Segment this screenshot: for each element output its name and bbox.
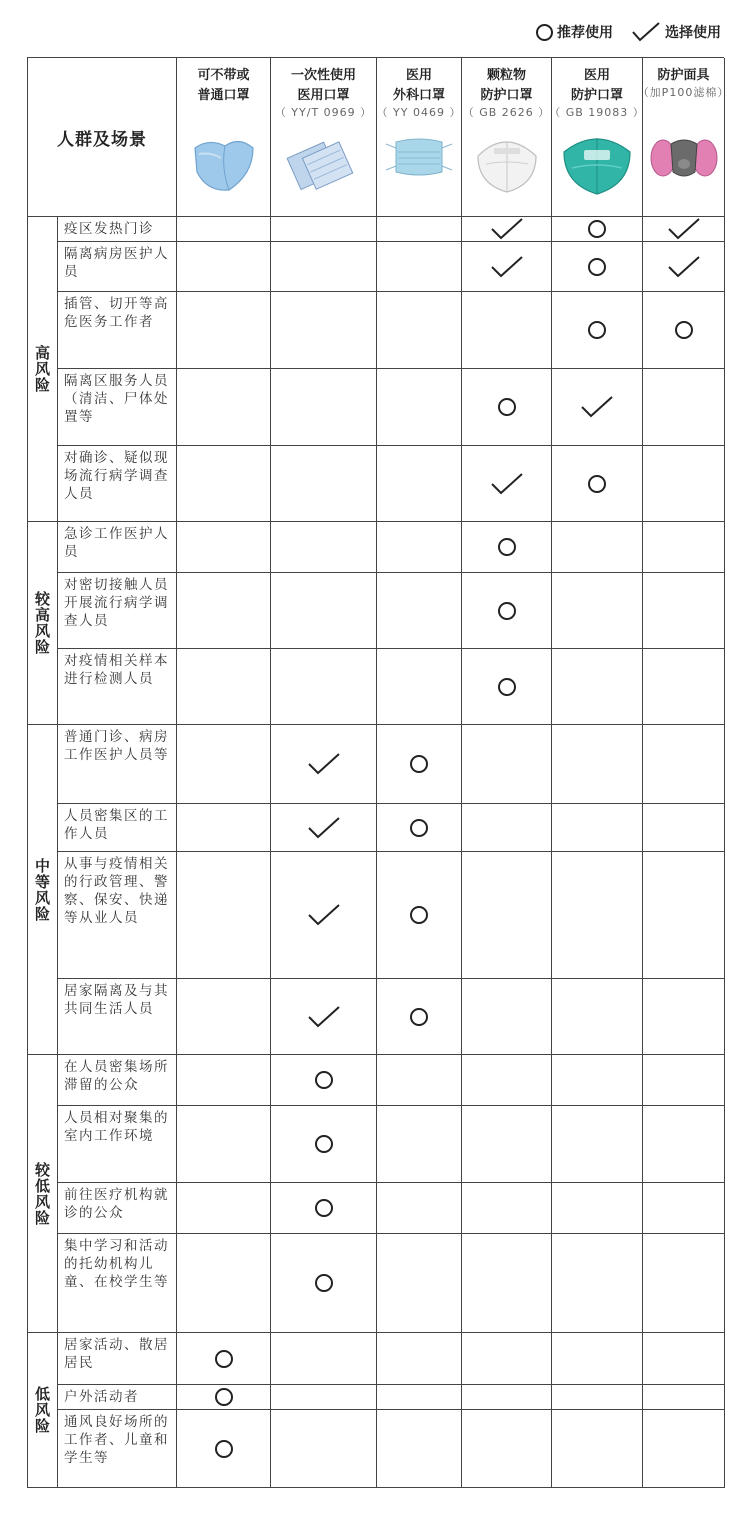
risk-level-cell — [28, 725, 58, 1055]
mark-cell — [271, 804, 377, 852]
scenario-cell — [58, 852, 177, 979]
mark-cell — [377, 979, 462, 1055]
scenario-label: 户外活动者 — [64, 1389, 139, 1405]
scenario-label: 居家隔离及与其共同生活人员 — [64, 983, 169, 1017]
circle-icon — [588, 258, 606, 276]
circle-icon — [498, 538, 516, 556]
column-header — [549, 58, 645, 217]
mark-cell — [643, 979, 725, 1055]
mark-cell — [271, 1234, 377, 1333]
mark-cell — [462, 242, 552, 292]
scenario-label: 隔离区服务人员（清洁、尸体处置等 — [64, 373, 169, 425]
mark-cell — [643, 725, 725, 804]
white-respirator-icon — [472, 134, 542, 194]
mark-cell — [271, 979, 377, 1055]
circle-icon — [588, 475, 606, 493]
mark-cell — [177, 1333, 271, 1385]
teal-respirator-icon — [560, 134, 634, 196]
mark-cell — [552, 1183, 643, 1234]
mark-cell — [462, 804, 552, 852]
circle-icon — [315, 1071, 333, 1089]
mark-cell — [271, 852, 377, 979]
circle-icon — [215, 1388, 233, 1406]
column-header — [177, 58, 271, 217]
column-standard: （ YY 0469 ） — [376, 106, 462, 119]
mark-cell — [643, 573, 725, 649]
mark-cell — [552, 804, 643, 852]
risk-level-label: 高风险 — [33, 345, 51, 393]
scenario-cell — [58, 446, 177, 522]
mark-cell — [643, 1106, 725, 1183]
circle-icon — [536, 24, 553, 41]
scenario-cell — [58, 1385, 177, 1410]
mark-cell — [177, 242, 271, 292]
column-name: 颗粒物 防护口罩 — [480, 68, 533, 103]
mark-cell — [643, 522, 725, 573]
mark-cell — [643, 1333, 725, 1385]
mark-cell — [643, 1234, 725, 1333]
scenario-label: 疫区发热门诊 — [64, 221, 154, 237]
mark-cell — [377, 1333, 462, 1385]
risk-level-cell — [28, 1333, 58, 1488]
mark-cell — [552, 1333, 643, 1385]
corner-label: 人群及场景 — [57, 129, 147, 150]
scenario-label: 从事与疫情相关的行政管理、警察、保安、快递等从业人员 — [64, 856, 169, 926]
mark-cell — [271, 1183, 377, 1234]
mark-cell — [271, 522, 377, 573]
mark-cell — [552, 369, 643, 446]
scenario-cell — [58, 1106, 177, 1183]
mark-cell — [552, 446, 643, 522]
risk-level-label: 低风险 — [33, 1386, 51, 1434]
mark-cell — [643, 446, 725, 522]
scenario-label: 人员密集区的工作人员 — [64, 808, 169, 842]
circle-icon — [215, 1350, 233, 1368]
blue-fabric-mask-icon — [191, 134, 257, 196]
mark-cell — [643, 1410, 725, 1488]
mark-cell — [462, 573, 552, 649]
mark-cell — [643, 852, 725, 979]
checkmark-icon — [307, 1005, 341, 1029]
scenario-label: 普通门诊、病房工作医护人员等 — [64, 729, 169, 763]
corner-header — [28, 58, 177, 217]
scenario-label: 对疫情相关样本进行检测人员 — [64, 653, 169, 687]
mark-cell — [643, 1385, 725, 1410]
risk-level-cell — [28, 1055, 58, 1333]
legend-recommended — [536, 22, 613, 42]
mark-cell — [643, 804, 725, 852]
circle-icon — [588, 321, 606, 339]
circle-icon — [410, 819, 428, 837]
mark-cell — [462, 522, 552, 573]
mask-usage-table — [27, 57, 730, 1488]
scenario-label: 集中学习和活动的托幼机构儿童、在校学生等 — [64, 1238, 169, 1290]
mark-cell — [462, 292, 552, 369]
scenario-cell — [58, 292, 177, 369]
mark-cell — [177, 804, 271, 852]
mark-cell — [377, 242, 462, 292]
mark-cell — [643, 1055, 725, 1106]
scenario-label: 对确诊、疑似现场流行病学调查人员 — [64, 450, 169, 502]
mark-cell — [177, 1385, 271, 1410]
mark-cell — [377, 804, 462, 852]
checkmark-icon — [631, 21, 661, 43]
scenario-label: 急诊工作医护人员 — [64, 526, 169, 560]
mark-cell — [377, 1055, 462, 1106]
column-standard: （ GB 2626 ） — [462, 106, 551, 119]
column-name: 一次性使用 医用口罩 — [290, 68, 356, 103]
mark-cell — [177, 573, 271, 649]
risk-level-cell — [28, 522, 58, 725]
mark-cell — [643, 217, 725, 242]
mark-cell — [271, 1106, 377, 1183]
mark-cell — [462, 1234, 552, 1333]
surgical-mask-icon — [384, 134, 454, 180]
checkmark-icon — [490, 217, 524, 241]
mark-cell — [462, 1055, 552, 1106]
mark-cell — [271, 1410, 377, 1488]
mark-cell — [377, 522, 462, 573]
mark-cell — [271, 369, 377, 446]
mark-cell — [177, 217, 271, 242]
mark-cell — [271, 573, 377, 649]
mark-cell — [271, 649, 377, 725]
scenario-label: 前往医疗机构就诊的公众 — [64, 1187, 169, 1221]
scenario-label: 人员相对聚集的室内工作环境 — [64, 1110, 169, 1144]
mark-cell — [462, 852, 552, 979]
mark-cell — [177, 369, 271, 446]
column-header — [637, 58, 730, 217]
risk-level-label: 中等风险 — [33, 857, 51, 922]
mark-cell — [462, 1410, 552, 1488]
circle-icon — [315, 1135, 333, 1153]
mark-cell — [552, 1234, 643, 1333]
mark-cell — [271, 725, 377, 804]
column-name: 可不带或 普通口罩 — [197, 68, 250, 103]
mark-cell — [552, 573, 643, 649]
risk-level-cell — [28, 217, 58, 522]
circle-icon — [498, 602, 516, 620]
mark-cell — [377, 1183, 462, 1234]
checkmark-icon — [307, 752, 341, 776]
scenario-label: 居家活动、散居居民 — [64, 1337, 169, 1371]
checkmark-icon — [490, 255, 524, 279]
checkmark-icon — [490, 472, 524, 496]
circle-icon — [588, 220, 606, 238]
mark-cell — [462, 1183, 552, 1234]
column-header — [462, 58, 552, 217]
legend-optional — [631, 21, 721, 43]
mark-cell — [271, 1055, 377, 1106]
legend — [536, 18, 721, 46]
mark-cell — [643, 242, 725, 292]
circle-icon — [315, 1274, 333, 1292]
scenario-cell — [58, 979, 177, 1055]
scenario-cell — [58, 649, 177, 725]
mark-cell — [177, 522, 271, 573]
scenario-cell — [58, 804, 177, 852]
mark-cell — [177, 649, 271, 725]
circle-icon — [498, 678, 516, 696]
mark-cell — [377, 446, 462, 522]
mark-cell — [377, 292, 462, 369]
mark-cell — [177, 725, 271, 804]
mark-cell — [271, 1333, 377, 1385]
scenario-label: 在人员密集场所滞留的公众 — [64, 1059, 169, 1093]
circle-icon — [498, 398, 516, 416]
column-header — [271, 58, 377, 217]
legend-optional-label: 选择使用 — [665, 25, 721, 41]
mark-cell — [643, 1183, 725, 1234]
mark-cell — [271, 217, 377, 242]
mark-cell — [177, 852, 271, 979]
scenario-cell — [58, 369, 177, 446]
scenario-cell — [58, 242, 177, 292]
mark-cell — [377, 725, 462, 804]
mark-cell — [552, 725, 643, 804]
checkmark-icon — [307, 816, 341, 840]
mark-cell — [552, 649, 643, 725]
mark-cell — [462, 217, 552, 242]
scenario-cell — [58, 573, 177, 649]
circle-icon — [215, 1440, 233, 1458]
column-standard: （加P100滤棉） — [637, 86, 730, 99]
column-header — [377, 58, 462, 217]
mark-cell — [552, 522, 643, 573]
mark-cell — [643, 369, 725, 446]
scenario-label: 插管、切开等高危医务工作者 — [64, 296, 169, 330]
risk-level-label: 较低风险 — [33, 1161, 51, 1226]
checkmark-icon — [667, 217, 701, 241]
mark-cell — [462, 649, 552, 725]
mark-cell — [377, 573, 462, 649]
mark-cell — [643, 292, 725, 369]
column-name: 医用 防护口罩 — [570, 68, 623, 103]
circle-icon — [315, 1199, 333, 1217]
mark-cell — [552, 1385, 643, 1410]
mark-cell — [177, 292, 271, 369]
checkmark-icon — [307, 903, 341, 927]
mark-cell — [462, 369, 552, 446]
scenario-cell — [58, 1333, 177, 1385]
circle-icon — [410, 1008, 428, 1026]
scenario-label: 通风良好场所的工作者、儿童和学生等 — [64, 1414, 169, 1466]
mark-cell — [177, 979, 271, 1055]
mark-cell — [271, 1385, 377, 1410]
checkmark-icon — [580, 395, 614, 419]
mark-cell — [552, 852, 643, 979]
mark-cell — [377, 1385, 462, 1410]
mark-cell — [177, 446, 271, 522]
scenario-label: 对密切接触人员开展流行病学调查人员 — [64, 577, 169, 629]
mark-cell — [377, 852, 462, 979]
scenario-cell — [58, 522, 177, 573]
circle-icon — [410, 906, 428, 924]
column-standard: （ GB 19083 ） — [549, 106, 645, 119]
mark-cell — [552, 1055, 643, 1106]
mark-cell — [462, 1385, 552, 1410]
mark-cell — [271, 242, 377, 292]
legend-recommended-label: 推荐使用 — [557, 25, 613, 41]
mark-cell — [377, 1234, 462, 1333]
mark-cell — [177, 1183, 271, 1234]
circle-icon — [410, 755, 428, 773]
mark-cell — [552, 292, 643, 369]
mark-cell — [377, 369, 462, 446]
mark-cell — [552, 217, 643, 242]
mark-cell — [177, 1234, 271, 1333]
mark-cell — [271, 292, 377, 369]
mark-cell — [462, 1333, 552, 1385]
mark-cell — [552, 979, 643, 1055]
mark-cell — [377, 1106, 462, 1183]
scenario-cell — [58, 1410, 177, 1488]
checkmark-icon — [667, 255, 701, 279]
risk-level-label: 较高风险 — [33, 591, 51, 655]
mark-cell — [271, 446, 377, 522]
mark-cell — [177, 1410, 271, 1488]
scenario-label: 隔离病房医护人员 — [64, 246, 169, 280]
mark-cell — [462, 1106, 552, 1183]
mark-cell — [177, 1106, 271, 1183]
gas-mask-icon — [649, 134, 719, 180]
mark-cell — [377, 1410, 462, 1488]
mark-cell — [552, 242, 643, 292]
scenario-cell — [58, 1183, 177, 1234]
scenario-cell — [58, 1055, 177, 1106]
mark-cell — [552, 1106, 643, 1183]
mark-cell — [377, 217, 462, 242]
scenario-cell — [58, 217, 177, 242]
mark-cell — [552, 1410, 643, 1488]
scenario-cell — [58, 1234, 177, 1333]
mark-cell — [462, 446, 552, 522]
column-standard: （ YY/T 0969 ） — [274, 106, 373, 119]
scenario-cell — [58, 725, 177, 804]
mark-cell — [177, 1055, 271, 1106]
column-name: 医用 外科口罩 — [392, 68, 445, 103]
mark-cell — [377, 649, 462, 725]
column-name: 防护面具 — [657, 68, 710, 83]
mark-cell — [462, 725, 552, 804]
circle-icon — [675, 321, 693, 339]
mark-cell — [643, 649, 725, 725]
disposable-mask-pack-icon — [283, 134, 365, 196]
mark-cell — [462, 979, 552, 1055]
